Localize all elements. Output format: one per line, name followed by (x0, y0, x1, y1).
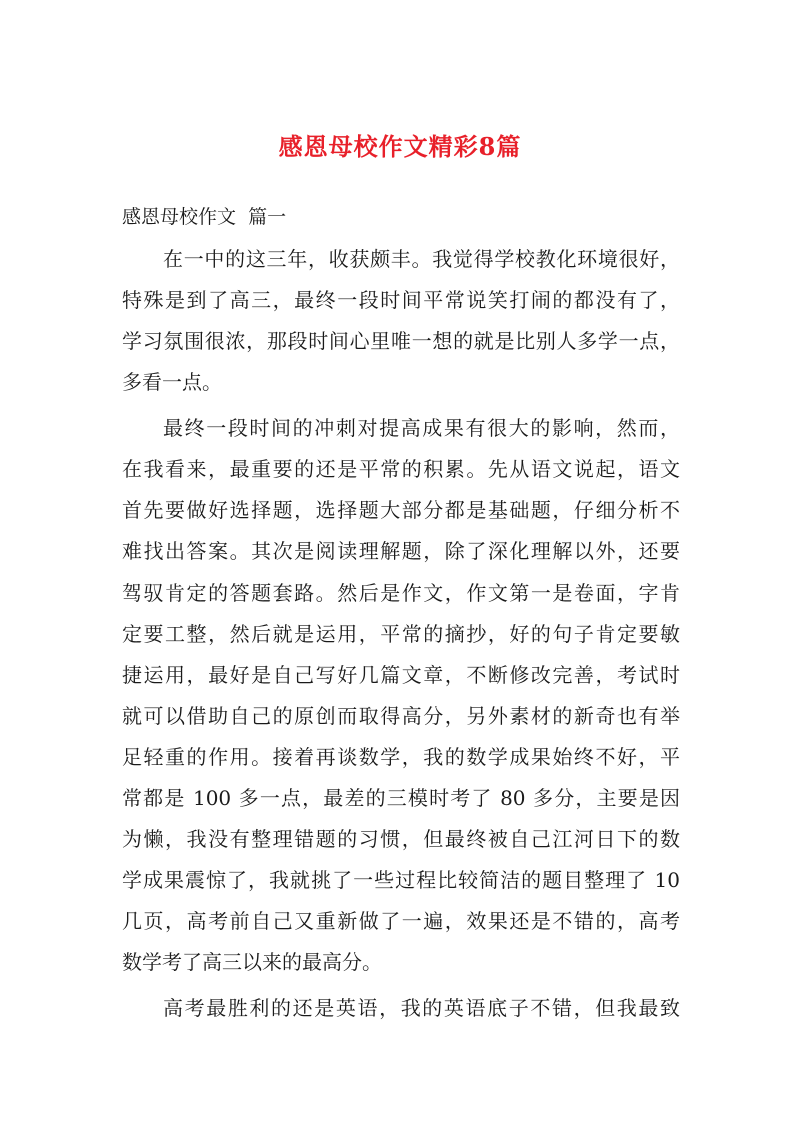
paragraph-line: 捷运用，最好是自己写好几篇文章，不断修改完善，考试时 (122, 663, 680, 687)
document-title: 感恩母校作文精彩8篇 (278, 132, 522, 161)
paragraph-line: 数学考了高三以来的最高分。 (122, 950, 382, 974)
paragraph-line: 驾驭肯定的答题套路。然后是作文，作文第一是卷面，字肯 (122, 581, 680, 605)
paragraph-line: 高考最胜利的还是英语，我的英语底子不错，但我最致 (163, 996, 680, 1020)
paragraph-line: 足轻重的作用。接着再谈数学，我的数学成果始终不好，平 (122, 745, 680, 769)
paragraph-line: 为懒，我没有整理错题的习惯，但最终被自己江河日下的数 (122, 827, 680, 851)
section-heading: 感恩母校作文 篇一 (122, 206, 287, 228)
paragraph-line: 就可以借助自己的原创而取得高分，另外素材的新奇也有举 (122, 704, 680, 728)
paragraph-line: 首先要做好选择题，选择题大部分都是基础题，仔细分析不 (122, 498, 680, 522)
paragraph-line: 定要工整，然后就是运用，平常的摘抄，好的句子肯定要敏 (122, 622, 680, 646)
paragraph-line: 在我看来，最重要的还是平常的积累。先从语文说起，语文 (122, 457, 680, 481)
paragraph-line: 多看一点。 (122, 370, 222, 394)
paragraph-line: 特殊是到了高三，最终一段时间平常说笑打闹的都没有了， (122, 288, 680, 312)
paragraph-line: 难找出答案。其次是阅读理解题，除了深化理解以外，还要 (122, 539, 680, 563)
paragraph-line: 常都是 100 多一点，最差的三模时考了 80 多分，主要是因 (122, 786, 680, 810)
paragraph-line: 学成果震惊了，我就挑了一些过程比较简洁的题目整理了 10 (122, 868, 680, 892)
paragraph-line: 几页，高考前自己又重新做了一遍，效果还是不错的，高考 (122, 909, 680, 933)
paragraph-line: 最终一段时间的冲刺对提高成果有很大的影响，然而， (163, 416, 680, 440)
paragraph-line: 在一中的这三年，收获颇丰。我觉得学校教化环境很好， (163, 247, 680, 271)
paragraph-line: 学习氛围很浓，那段时间心里唯一想的就是比别人多学一点， (122, 329, 680, 353)
